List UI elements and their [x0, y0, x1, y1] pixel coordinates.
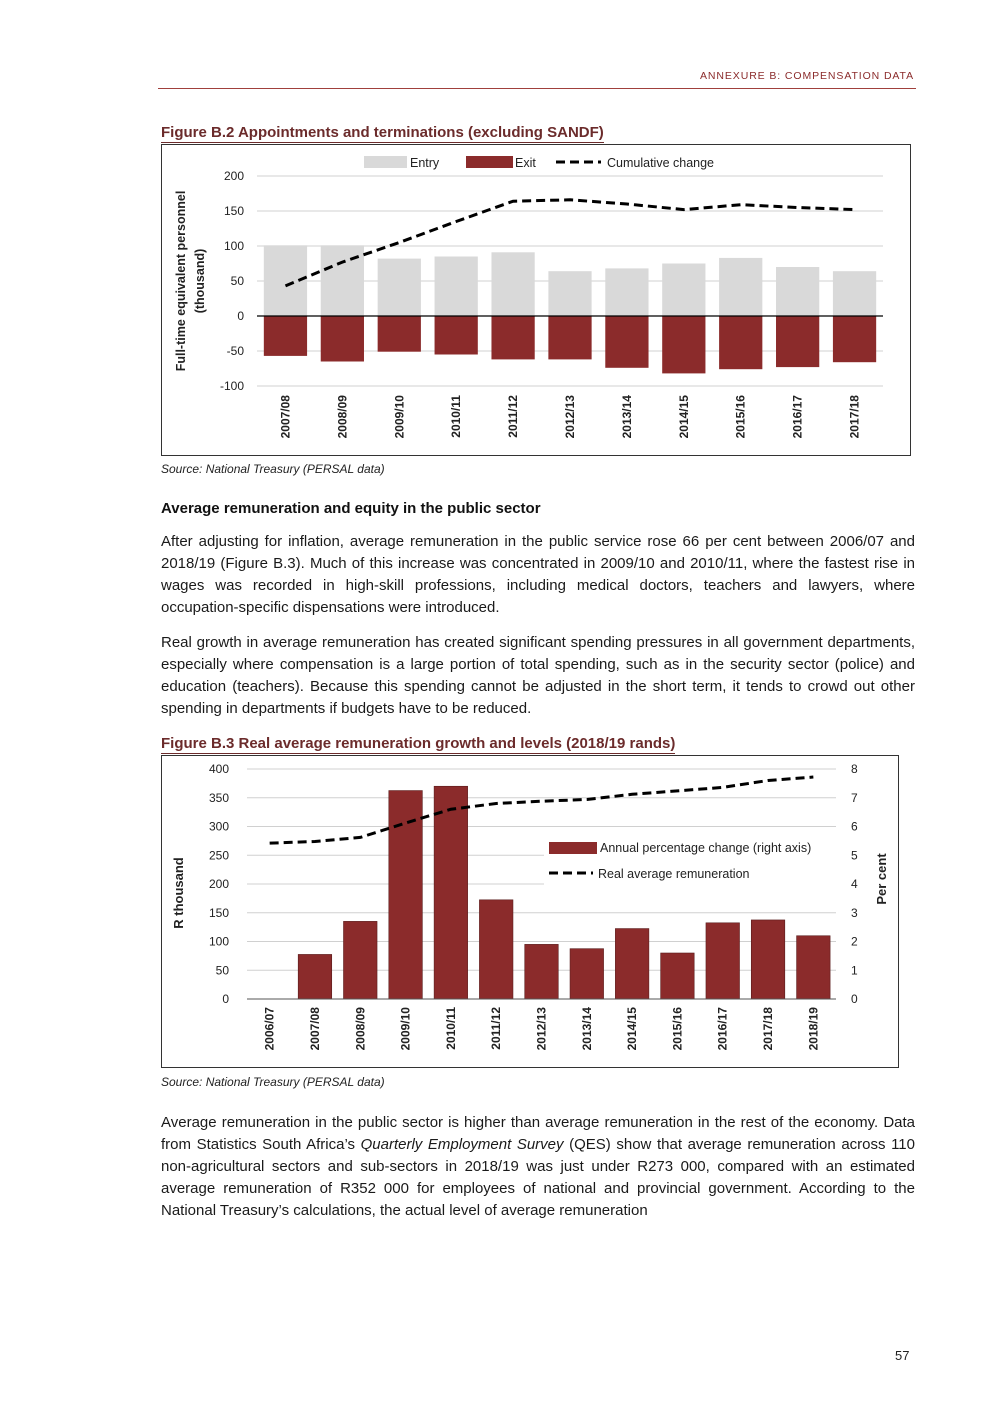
y-tick-label: 150	[208, 905, 229, 920]
exit-bar	[264, 316, 307, 356]
legend-swatch-entry	[364, 156, 407, 168]
y-tick-label: 350	[208, 790, 229, 805]
percentage-change-bar	[344, 921, 378, 999]
y2-tick-label: 6	[851, 819, 858, 834]
x-tick-label: 2016/17	[790, 395, 805, 439]
y-tick-label: 50	[215, 963, 229, 978]
y-tick-label: -100	[219, 379, 244, 393]
percentage-change-bar	[751, 920, 785, 999]
percentage-change-bar	[298, 954, 332, 999]
y-tick-label: 50	[230, 274, 244, 288]
percentage-change-bar	[525, 944, 559, 999]
y-tick-label: 300	[208, 819, 229, 834]
exit-bar	[548, 316, 591, 359]
figure-b3-chart	[161, 755, 899, 1068]
x-tick-label: 2012/13	[534, 1007, 549, 1051]
x-tick-label: 2006/07	[262, 1007, 277, 1051]
x-tick-label: 2013/14	[619, 394, 634, 439]
y-tick-label: 400	[208, 762, 229, 776]
legend-label-cumulative: Cumulative change	[607, 156, 715, 170]
entry-bar	[491, 252, 534, 316]
percentage-change-bar	[797, 936, 831, 999]
y2-tick-label: 5	[851, 848, 858, 863]
x-tick-label: 2014/15	[625, 1007, 640, 1051]
exit-bar	[776, 316, 819, 367]
x-tick-label: 2016/17	[715, 1007, 730, 1051]
figure-b2-source: Source: National Treasury (PERSAL data)	[161, 462, 385, 476]
paragraph-3-part-a: Average remuneration in the public sector is higher than average remuneration in the rest of the economy. Data from Statistics South Africa’s	[161, 1114, 915, 1153]
x-tick-label: 2014/15	[676, 395, 691, 439]
entry-bar	[662, 264, 705, 317]
exit-bar	[719, 316, 762, 369]
y2-tick-label: 7	[851, 790, 858, 805]
y2-tick-label: 2	[851, 934, 858, 949]
x-tick-label: 2015/16	[733, 395, 748, 439]
legend-swatch-percentage-change	[549, 842, 597, 854]
x-tick-label: 2007/08	[307, 1007, 322, 1051]
legend-label-exit: Exit	[515, 156, 536, 170]
y-tick-label: 200	[208, 877, 229, 891]
x-tick-label: 2015/16	[670, 1007, 685, 1051]
legend-label-real-remuneration: Real average remuneration	[598, 867, 750, 881]
y-axis-label: R thousand	[171, 857, 186, 929]
x-tick-label: 2017/18	[847, 395, 862, 439]
y2-tick-label: 4	[851, 877, 858, 891]
y2-tick-label: 8	[851, 762, 858, 776]
x-tick-label: 2012/13	[563, 395, 577, 439]
entry-bar	[776, 267, 819, 316]
legend-label-percentage-change: Annual percentage change (right axis)	[600, 841, 812, 855]
figure-b2-chart	[161, 144, 911, 456]
figure-b3-source: Source: National Treasury (PERSAL data)	[161, 1075, 385, 1089]
entry-bar	[548, 271, 591, 316]
y2-tick-label: 1	[851, 963, 858, 978]
y2-tick-label: 0	[851, 992, 858, 1006]
paragraph-3-survey-name: Quarterly Employment Survey	[360, 1136, 564, 1153]
y-tick-label: 100	[208, 934, 229, 949]
real-remuneration-line	[270, 777, 814, 843]
x-tick-label: 2007/08	[278, 395, 293, 439]
x-tick-label: 2013/14	[579, 1007, 594, 1051]
x-tick-label: 2017/18	[761, 1007, 776, 1051]
paragraph-1: After adjusting for inflation, average remuneration in the public service rose 66 per cent between 2006/07 and 2018/19 (Figure B.3). Much of this increase was concentrated in 2009/10 and 2010/11, where the fastest rise in wages was recorded in high-skill professions, including medical doctors, teachers and lawyers, where occupation-specific dispensations were introduced.	[161, 533, 915, 616]
y-tick-label: 150	[223, 204, 244, 218]
y-axis-label-line-1: Full-time equivalent personnel	[174, 190, 188, 372]
exit-bar	[435, 316, 478, 355]
x-tick-label: 2011/12	[506, 395, 521, 438]
exit-bar	[491, 316, 534, 359]
figure-b2-title: Figure B.2 Appointments and terminations (excluding SANDF)	[161, 124, 604, 141]
figure-b3-title: Figure B.3 Real average remuneration growth and levels (2018/19 rands)	[161, 735, 676, 752]
percentage-change-bar	[434, 786, 468, 999]
entry-bar	[833, 271, 876, 316]
y-tick-label: 0	[222, 992, 229, 1006]
percentage-change-bar	[570, 949, 604, 999]
x-tick-label: 2008/09	[335, 395, 350, 439]
x-tick-label: 2010/11	[449, 395, 464, 438]
x-tick-label: 2018/19	[806, 1007, 821, 1051]
running-head: ANNEXURE B: COMPENSATION DATA	[700, 70, 914, 82]
exit-bar	[321, 316, 364, 362]
legend-label-entry: Entry	[410, 156, 440, 170]
entry-bar	[378, 259, 421, 316]
section-heading: Average remuneration and equity in the public sector	[161, 500, 541, 517]
page-number: 57	[895, 1348, 910, 1363]
legend-swatch-exit	[466, 156, 513, 168]
x-tick-label: 2009/10	[392, 395, 407, 439]
x-tick-label: 2009/10	[398, 1007, 413, 1051]
percentage-change-bar	[615, 929, 649, 999]
y-tick-label: 0	[237, 309, 244, 323]
y2-axis-label: Per cent	[874, 853, 889, 905]
header-rule	[158, 88, 916, 89]
percentage-change-bar	[661, 953, 695, 999]
paragraph-3	[161, 1112, 915, 1222]
y-tick-label: -50	[226, 344, 244, 358]
y-tick-label: 200	[223, 169, 244, 183]
percentage-change-bar	[706, 923, 740, 999]
entry-bar	[605, 268, 648, 316]
percentage-change-bar	[479, 900, 513, 999]
percentage-change-bar	[389, 791, 423, 999]
x-tick-label: 2010/11	[443, 1007, 458, 1050]
y-tick-label: 250	[208, 848, 229, 863]
exit-bar	[833, 316, 876, 362]
entry-bar	[719, 258, 762, 316]
exit-bar	[605, 316, 648, 368]
exit-bar	[378, 316, 421, 352]
y-axis-label-line-2: (thousand)	[193, 248, 207, 314]
y2-tick-label: 3	[851, 905, 858, 920]
x-tick-label: 2011/12	[489, 1007, 504, 1050]
entry-bar	[435, 257, 478, 317]
exit-bar	[662, 316, 705, 373]
x-tick-label: 2008/09	[353, 1007, 368, 1051]
y-tick-label: 100	[223, 239, 244, 253]
paragraph-2: Real growth in average remuneration has created significant spending pressures in all government departments, especially where compensation is a large portion of total spending, such as in the security sector (police) and education (teachers). Because this spending cannot be adjusted in the short term, it tends to crowd out other spending in departments if budgets have to be reduced.	[161, 634, 915, 717]
paragraph-3-part-b: (QES) show that average remuneration across 110 non-agricultural sectors and sub-sectors in 2018/19 was just under R273 000, compared with an estimated average remuneration of R352 000 for employees of national and provincial government. According to the National Treasury’s calculations, the actual level of average remuneration	[161, 1136, 915, 1219]
